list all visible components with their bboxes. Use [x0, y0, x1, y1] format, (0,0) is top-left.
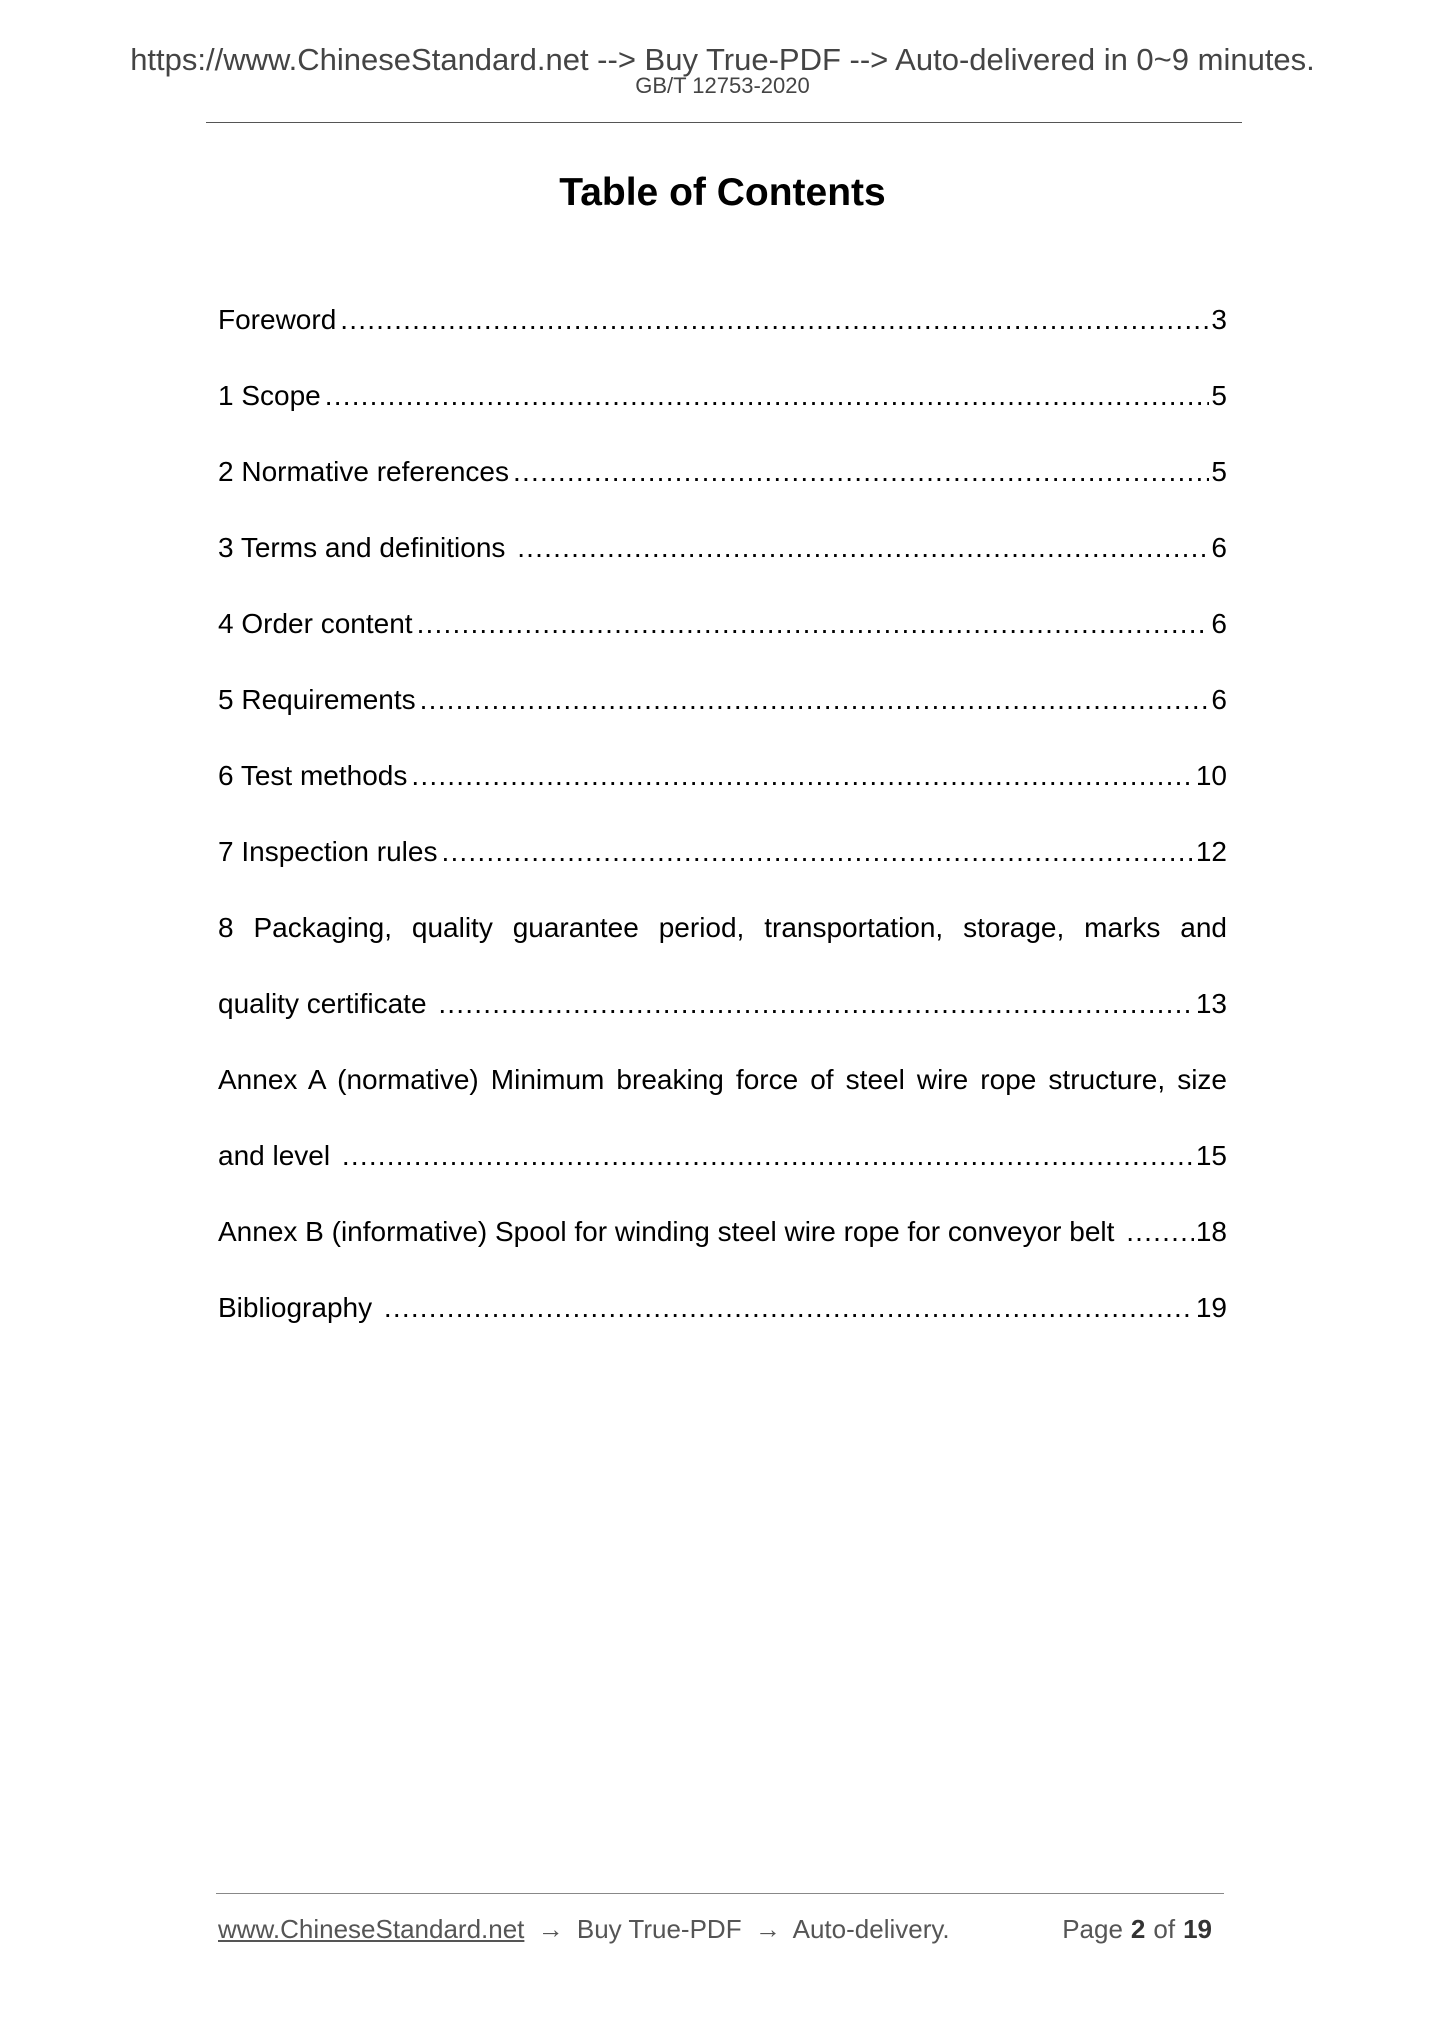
toc-entry-line: [218, 1118, 1227, 1194]
toc-title: Table of Contents: [559, 171, 886, 214]
toc-entry-line: [218, 966, 1227, 1042]
toc-entry-label: quality certificate: [218, 988, 435, 1019]
page-label: Page: [1062, 1914, 1123, 1944]
toc-entry-label: 1 Scope: [218, 380, 321, 411]
arrow-right-icon: →: [754, 1914, 781, 1944]
toc-entry-line: [218, 510, 1227, 586]
toc-entry-label: 2 Normative references: [218, 456, 510, 487]
toc-entry-page: 15: [1195, 1140, 1227, 1171]
toc-entry[interactable]: [218, 890, 1227, 1042]
top-banner[interactable]: https://www.ChineseStandard.net --> Buy True-PDF --> Auto-delivered in 0~9 minutes.: [130, 42, 1315, 77]
toc-entry-page: 10: [1195, 760, 1227, 791]
toc-entry-page: 5: [1211, 456, 1227, 487]
toc-entry-label: 3 Terms and definitions: [218, 532, 514, 563]
toc-entry-line: [218, 586, 1227, 662]
toc-entry-label: and level: [218, 1140, 338, 1171]
page-of: of: [1153, 1914, 1176, 1944]
toc-dot-leader: [441, 814, 1193, 890]
toc-dot-leader: [438, 966, 1194, 1042]
toc-entry-line: [218, 814, 1227, 890]
toc-entry-page: 3: [1211, 304, 1227, 335]
toc-entry[interactable]: [218, 586, 1227, 662]
toc-dot-leader: [325, 358, 1210, 434]
toc-entry[interactable]: [218, 1194, 1227, 1270]
toc-entry-page: 18: [1195, 1216, 1227, 1247]
toc-entry-label: 4 Order content: [218, 608, 413, 639]
toc-dot-leader: [1126, 1194, 1194, 1270]
toc-entry-page: 19: [1195, 1292, 1227, 1323]
toc-entry-label: Annex B (informative) Spool for winding steel wire rope for conveyor belt: [218, 1216, 1123, 1247]
page-number: [1062, 1913, 1220, 1945]
toc-entry-label-line1: 8 Packaging, quality guarantee period, transportation, storage, marks and: [218, 912, 1227, 943]
toc-dot-leader: [342, 1118, 1194, 1194]
auto-delivery-text: Auto-delivery.: [792, 1914, 950, 1944]
toc-entry[interactable]: [218, 814, 1227, 890]
toc-entry-line: [218, 738, 1227, 814]
footer-divider: [216, 1893, 1224, 1894]
toc-entry-label: 6 Test methods: [218, 760, 408, 791]
toc-dot-leader: [384, 1270, 1194, 1346]
page-total: 19: [1183, 1914, 1212, 1944]
standard-code: GB/T 12753-2020: [635, 73, 810, 98]
toc-entry[interactable]: [218, 1042, 1227, 1194]
page-footer: [218, 1913, 1228, 1945]
header-divider: [206, 122, 1242, 123]
toc-entry[interactable]: [218, 662, 1227, 738]
toc-dot-leader: [340, 282, 1209, 358]
toc-entry-line: [218, 662, 1227, 738]
toc-entry-line: [218, 434, 1227, 510]
toc-list: [218, 282, 1227, 1346]
toc-dot-leader: [417, 586, 1210, 662]
toc-entry-page: 6: [1211, 532, 1227, 563]
page-current: 2: [1130, 1914, 1146, 1944]
toc-entry-label: Foreword: [218, 304, 337, 335]
toc-entry[interactable]: [218, 434, 1227, 510]
toc-entry-line: [218, 358, 1227, 434]
toc-entry-label: 5 Requirements: [218, 684, 416, 715]
toc-entry-line: [218, 282, 1227, 358]
toc-entry-label: Bibliography: [218, 1292, 380, 1323]
toc-entry-page: 12: [1195, 836, 1227, 867]
toc-entry[interactable]: [218, 282, 1227, 358]
toc-entry-line: [218, 1194, 1227, 1270]
toc-dot-leader: [517, 510, 1209, 586]
buy-true-pdf-text: Buy True-PDF: [576, 1914, 742, 1944]
toc-entry-label-line1: Annex A (normative) Minimum breaking force of steel wire rope structure, size: [218, 1064, 1227, 1095]
toc-entry-line: [218, 1270, 1227, 1346]
toc-entry[interactable]: [218, 1270, 1227, 1346]
arrow-right-icon: →: [537, 1914, 564, 1944]
toc-entry-page: 13: [1195, 988, 1227, 1019]
toc-entry[interactable]: [218, 358, 1227, 434]
toc-dot-leader: [420, 662, 1210, 738]
toc-entry[interactable]: [218, 738, 1227, 814]
toc-entry-page: 6: [1211, 684, 1227, 715]
toc-entry-page: 5: [1211, 380, 1227, 411]
site-link[interactable]: www.ChineseStandard.net: [218, 1914, 525, 1944]
toc-entry[interactable]: [218, 510, 1227, 586]
toc-dot-leader: [513, 434, 1209, 510]
toc-entry-label: 7 Inspection rules: [218, 836, 438, 867]
toc-dot-leader: [411, 738, 1193, 814]
toc-entry-page: 6: [1211, 608, 1227, 639]
